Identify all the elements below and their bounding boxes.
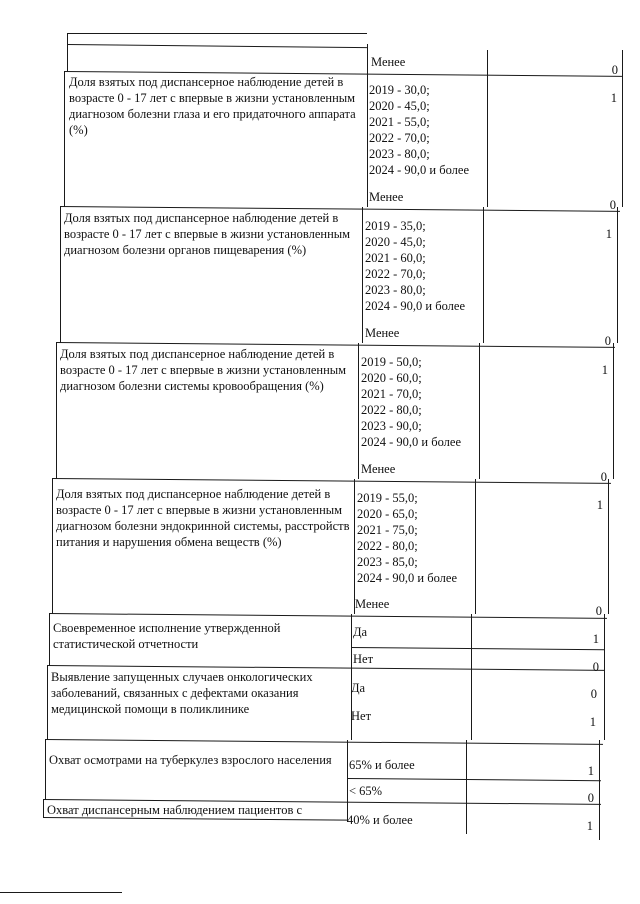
score-value: 1	[610, 91, 617, 105]
option-text: 40% и более	[347, 813, 413, 827]
option-text: 2022 - 70,0;	[369, 131, 430, 145]
score-value: 0	[609, 198, 616, 212]
score-value: 0	[590, 687, 597, 701]
indicator-text: Охват осмотрами на туберкулез взрослого населения	[49, 753, 332, 767]
option-text: 2021 - 60,0;	[365, 251, 426, 265]
column-divider	[483, 207, 484, 343]
score-value: 1	[601, 363, 608, 377]
table-border-left	[45, 740, 46, 800]
option-text: 2019 - 50,0;	[361, 355, 422, 369]
table-border-left	[43, 800, 44, 818]
option-text: Нет	[353, 652, 374, 666]
score-value: 1	[605, 227, 612, 241]
option-text: Да	[351, 681, 366, 695]
column-divider	[354, 479, 355, 614]
less-label: Менее	[371, 55, 406, 69]
table-border-right	[599, 740, 600, 840]
option-text: 2023 - 80,0;	[365, 283, 426, 297]
table-border-left	[64, 71, 65, 207]
score-value: 0	[611, 63, 618, 77]
option-text: 2021 - 75,0;	[357, 523, 418, 537]
option-text: 2024 - 90,0 и более	[369, 163, 470, 177]
indicator-text: Своевременное исполнение утвержденной статистической отчетности	[53, 621, 281, 651]
less-label: Менее	[365, 326, 400, 340]
less-label: Менее	[361, 462, 396, 476]
row-border	[67, 33, 367, 34]
column-divider	[471, 614, 472, 740]
option-text: 2021 - 70,0;	[361, 387, 422, 401]
option-text: 2021 - 55,0;	[369, 115, 430, 129]
column-divider	[358, 343, 359, 479]
column-divider	[362, 207, 363, 343]
table-border-right	[622, 50, 623, 207]
indicator-text: Доля взятых под диспансерное наблюдение детей в возрасте 0 - 17 лет с впервые в жизни установленным диагнозом болезни системы кровообращения (%)	[60, 347, 347, 393]
option-text: 2020 - 60,0;	[361, 371, 422, 385]
indicator-text: Доля взятых под диспансерное наблюдение детей в возрасте 0 - 17 лет с впервые в жизни установленным диагнозом болезни органов пищеварения (%)	[64, 211, 351, 257]
row-border	[67, 44, 367, 48]
row-border	[49, 613, 607, 619]
option-text: 2019 - 35,0;	[365, 219, 426, 233]
score-value: 0	[600, 470, 607, 484]
column-divider	[487, 50, 488, 207]
table-border-left	[60, 207, 61, 343]
column-divider	[347, 740, 348, 822]
option-text: 2022 - 80,0;	[357, 539, 418, 553]
score-value: 0	[592, 660, 599, 674]
option-text: Да	[353, 625, 368, 639]
option-text: 2020 - 45,0;	[365, 235, 426, 249]
option-text: 2020 - 65,0;	[357, 507, 418, 521]
indicator-text: Доля взятых под диспансерное наблюдение детей в возрасте 0 - 17 лет с впервые в жизни установленным диагнозом болезни эндокринной системы, расстройств питания и нарушения обмена веществ (%)	[56, 487, 350, 549]
footnote-separator	[0, 892, 122, 893]
indicator-text: Доля взятых под диспансерное наблюдение детей в возрасте 0 - 17 лет с впервые в жизни установленным диагнозом болезни глаза и его придаточного аппарата (%)	[69, 75, 356, 137]
table-border-left	[67, 33, 68, 71]
table-border-right	[604, 614, 605, 740]
score-value: 1	[589, 715, 596, 729]
option-text: < 65%	[349, 784, 383, 798]
table-border-right	[608, 479, 609, 614]
indicator-text: Выявление запущенных случаев онкологических заболеваний, связанных с дефектами оказания медицинской помощи в поликлинике	[51, 670, 313, 716]
score-value: 1	[596, 498, 603, 512]
row-border	[351, 647, 605, 650]
row-border	[52, 478, 611, 484]
column-divider	[475, 479, 476, 614]
less-label: Менее	[355, 597, 390, 611]
option-text: 2022 - 80,0;	[361, 403, 422, 417]
option-text: 2023 - 80,0;	[369, 147, 430, 161]
score-value: 0	[595, 604, 602, 618]
table-border-left	[56, 343, 57, 479]
column-divider	[466, 740, 467, 834]
table-border-right	[613, 343, 614, 479]
table-border-left	[52, 479, 53, 614]
table-border-left	[47, 666, 48, 740]
column-divider	[367, 44, 368, 207]
option-text: 2019 - 30,0;	[369, 83, 430, 97]
option-text: 2020 - 45,0;	[369, 99, 430, 113]
indicator-text: Охват диспансерным наблюдением пациентов с	[47, 803, 303, 817]
row-border	[347, 778, 601, 781]
table-border-left	[49, 614, 50, 666]
option-text: 65% и более	[349, 758, 415, 772]
less-label: Менее	[369, 190, 404, 204]
option-text: 2023 - 85,0;	[357, 555, 418, 569]
score-value: 1	[586, 819, 593, 833]
option-text: 2023 - 90,0;	[361, 419, 422, 433]
score-value: 1	[587, 764, 594, 778]
score-value: 0	[604, 334, 611, 348]
option-text: 2024 - 90,0 и более	[357, 571, 458, 585]
score-value: 1	[592, 632, 599, 646]
table-border-right	[617, 207, 618, 343]
option-text: 2019 - 55,0;	[357, 491, 418, 505]
option-text: 2022 - 70,0;	[365, 267, 426, 281]
option-text: Нет	[351, 709, 372, 723]
score-value: 0	[587, 791, 594, 805]
option-text: 2024 - 90,0 и более	[361, 435, 462, 449]
column-divider	[479, 343, 480, 479]
row-border	[45, 739, 603, 745]
option-text: 2024 - 90,0 и более	[365, 299, 466, 313]
